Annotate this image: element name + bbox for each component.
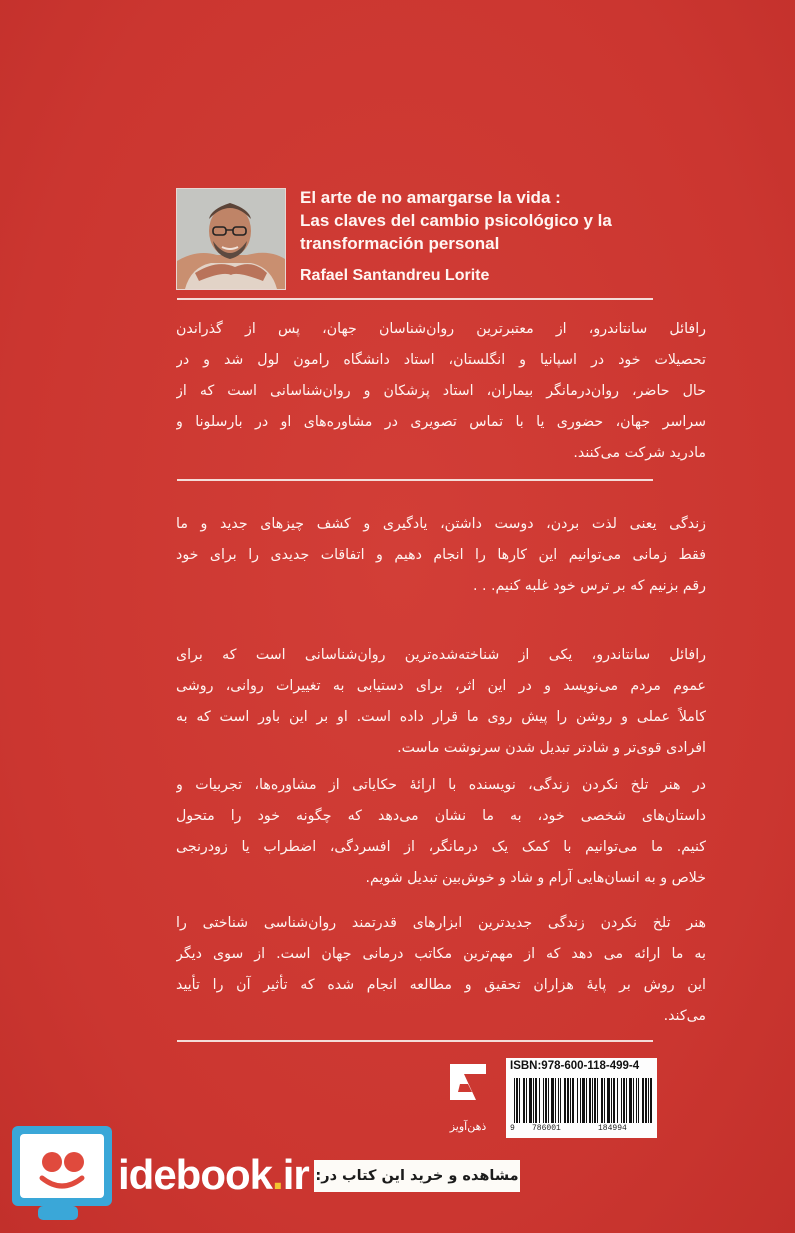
barcode-bar [611,1078,612,1123]
idebook-logo-icon [8,1122,116,1222]
barcode-bar [642,1078,644,1123]
barcode-digit-group: 184994 [598,1124,627,1133]
text-line: در هنر تلخ نکردن زندگی، نویسنده با ارائهٔ حکایاتی از مشاوره‌ها، تجربیات و [176,777,706,793]
publisher-name: ذهن‌آویز [449,1120,487,1133]
barcode-bar [638,1078,639,1123]
barcode-bar [648,1078,649,1123]
barcode-bars [512,1078,654,1123]
barcode-bar [526,1078,527,1123]
watermark-cta[interactable]: مشاهده و خرید این کتاب در: [314,1160,520,1192]
barcode-bar [560,1078,561,1123]
text-line: این روش بر پایهٔ هزاران تحقیق و مطالعه انجام شده که تأثیر آن را تأیید [176,977,706,993]
barcode-bar [589,1078,591,1123]
divider [177,479,653,481]
brand-dot: . [272,1151,283,1198]
barcode-bar [645,1078,647,1123]
barcode-bar [626,1078,627,1123]
barcode-bar [636,1078,637,1123]
barcode-bar [597,1078,598,1123]
barcode-bar [582,1078,585,1123]
divider [177,298,653,300]
text-line: رقم بزنیم که بر ترس خود غلبه کنیم. . . [472,578,706,594]
title-line: transformación personal [300,234,500,253]
divider [177,1040,653,1042]
barcode-digit-group: 786001 [532,1124,561,1133]
barcode-digit-group: 9 [510,1124,515,1133]
blurb-paragraph-5 [176,908,706,1032]
publisher-logo-icon [446,1060,490,1120]
barcode-bar [555,1078,556,1123]
blurb-paragraph-2 [176,509,706,602]
text-line: سراسر جهان، حضوری یا با تماس تصویری در مشاوره‌های او در بارسلونا و [176,414,706,430]
barcode-bar [539,1078,540,1123]
text-line: تحصیلات خود در اسپانیا و انگلستان، استاد دانشگاه رامون لول شد و در [176,352,706,368]
text-line: خلاص و به انسان‌هایی آرام و شاد و خوش‌بین تبدیل شویم. [365,870,706,886]
blurb-paragraph-3 [176,640,706,764]
barcode-bar [572,1078,574,1123]
isbn-label: ISBN:978-600-118-499-4 [510,1060,640,1072]
barcode-bar [577,1078,578,1123]
author-photo [176,188,286,290]
barcode-bar [623,1078,625,1123]
text-line: هنر تلخ نکردن زندگی جدیدترین ابزارهای قدرتمند روان‌شناسی شناختی را [176,915,706,931]
text-line: عموم مردم می‌نویسد و در این اثر، برای دستیابی به تغییرات روانی، روشی [176,678,706,694]
barcode-bar [594,1078,596,1123]
barcode-bar [535,1078,537,1123]
barcode-bar [601,1078,603,1123]
barcode-bar [604,1078,605,1123]
barcode-bar [580,1078,581,1123]
barcode-bar [592,1078,593,1123]
barcode-bar [543,1078,544,1123]
barcode-bar [514,1078,515,1123]
barcode-bar [633,1078,634,1123]
barcode-bar [558,1078,559,1123]
text-line: کاملاً عملی و روشن را پیش روی ما قرار داده است. او بر این باور است که به [176,709,706,725]
author-name: Rafael Santandreu Lorite [300,267,490,284]
title-line: El arte de no amargarse la vida : [300,188,561,207]
barcode-bar [519,1078,520,1123]
barcode-bar [529,1078,532,1123]
text-line: داستان‌های شخصی خود، به ما نشان می‌دهد که چگونه خود را متحول [176,808,706,824]
barcode-bar [617,1078,618,1123]
text-line: فقط زمانی می‌توانیم این کارها را انجام دهیم و اتفاقات جدیدی را برای خود [176,547,706,563]
brand-suffix: ir [282,1151,309,1198]
brand-prefix: idebook [118,1151,273,1198]
text-line: می‌کند. [663,1008,706,1024]
barcode-bar [548,1078,549,1123]
barcode-bar [567,1078,569,1123]
barcode-bar [564,1078,566,1123]
text-line: رافائل سانتاندرو، یکی از شناخته‌شده‌ترین روان‌شناسانی است که برای [176,647,706,663]
barcode-bar [570,1078,571,1123]
barcode-bar [607,1078,610,1123]
barcode-bar [621,1078,622,1123]
barcode-bar [613,1078,615,1123]
barcode-bar [545,1078,547,1123]
barcode-bar [586,1078,587,1123]
text-line: به ما ارائه می دهد که از مهم‌ترین مکاتب درمانی جهان است. از سوی دیگر [176,946,706,962]
text-line: مادرید شرکت می‌کنند. [573,445,706,461]
idebook-brand[interactable] [118,1152,309,1198]
barcode-bar [533,1078,534,1123]
text-line: کنیم. ما می‌توانیم با کمک یک درمانگر، از افسردگی، اضطراب یا زودرنجی [176,839,706,855]
text-line: افرادی قوی‌تر و شادتر تبدیل شدن سرنوشت ماست. [397,740,706,756]
barcode-bar [516,1078,518,1123]
barcode-bar [551,1078,554,1123]
barcode-bar [650,1078,652,1123]
book-title [300,186,670,255]
barcode-bar [523,1078,525,1123]
text-line: رافائل سانتاندرو، از معتبرترین روان‌شناسان جهان، پس از گذراندن [176,321,706,337]
text-line: حال حاضر، روان‌درمانگر بیماران، استاد پزشکان و روان‌شناسانی است که از [176,383,706,399]
blurb-paragraph-4 [176,770,706,894]
text-line: زندگی یعنی لذت بردن، دوست داشتن، یادگیری و کشف چیزهای جدید و ما [176,516,706,532]
blurb-paragraph-1 [176,314,706,469]
title-line: Las claves del cambio psicológico y la [300,211,612,230]
barcode-bar [629,1078,632,1123]
